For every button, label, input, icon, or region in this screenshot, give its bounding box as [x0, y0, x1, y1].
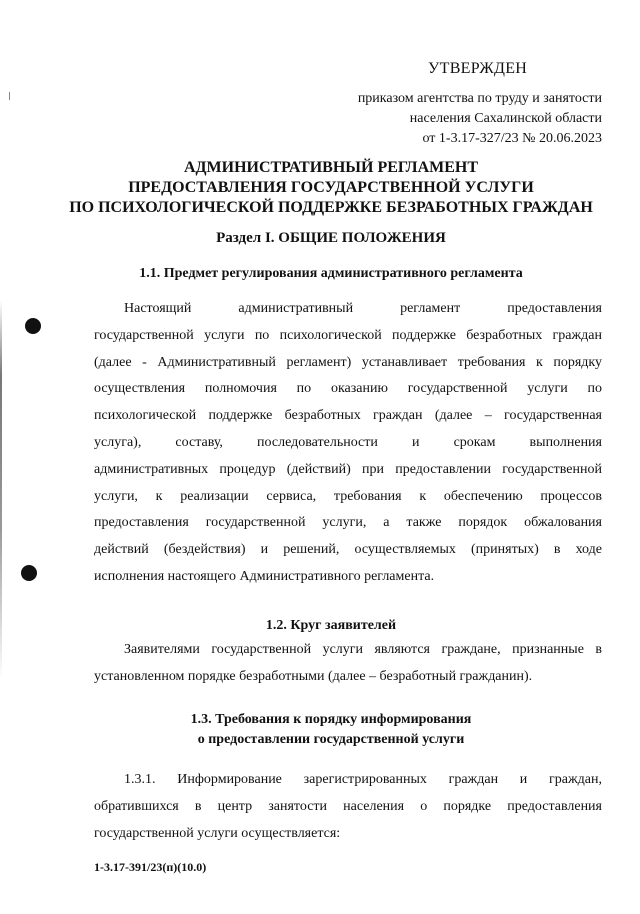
paragraph-line: исполнения настоящего Административного регламента. — [94, 568, 435, 584]
paragraph-line: обратившихся в центр занятости населения о порядке предоставления — [94, 798, 602, 814]
paragraph-line: государственной услуги осуществляется: — [94, 825, 341, 841]
subsection-heading-1-2 — [60, 616, 602, 636]
document-title — [60, 158, 602, 218]
paragraph-line: предоставления государственной услуги, а также порядок обжалования — [94, 515, 602, 531]
paragraph-line: Заявителями государственной услуги являются граждане, признанные в — [124, 642, 602, 657]
paragraph-line: услуга), составу, последовательности и срокам выполнения — [94, 434, 602, 450]
scan-edge-shadow — [0, 300, 2, 680]
subsection-heading-text: 1.1. Предмет регулирования административного регламента — [139, 266, 523, 281]
scan-speck — [9, 92, 10, 100]
paragraph-line: действий (бездействия) и решений, осуществляемых (принятых) в ходе — [94, 542, 602, 558]
punch-hole-top — [25, 318, 41, 334]
subsection-heading-text: 1.3. Требования к порядку информирования — [190, 712, 472, 727]
document-code: 1-3.17-391/23(п)(10.0) — [94, 860, 207, 874]
document-title-line: ПРЕДОСТАВЛЕНИЯ ГОСУДАРСТВЕННОЙ УСЛУГИ — [128, 179, 534, 196]
approval-line: от 1-3.17-327/23 № 20.06.2023 — [422, 131, 602, 146]
paragraph-line: административных процедур (действий) при предоставлении государственной — [94, 461, 602, 477]
paragraph-line: (далее - Административный регламент) устанавливает требования к порядку — [94, 354, 602, 370]
approval-block — [300, 89, 602, 149]
approval-title: УТВЕРЖДЕН — [428, 60, 528, 77]
paragraph-line: психологической поддержке безработных граждан (далее – государственная — [94, 408, 602, 424]
paragraph-1-2 — [94, 637, 602, 691]
subsection-heading-1-3 — [60, 710, 602, 750]
document-title-line: АДМИНИСТРАТИВНЫЙ РЕГЛАМЕНТ — [183, 159, 479, 176]
approval-line: приказом агентства по труду и занятости — [357, 91, 602, 106]
document-title-line: ПО ПСИХОЛОГИЧЕСКОЙ ПОДДЕРЖКЕ БЕЗРАБОТНЫХ ГРАЖДАН — [69, 199, 593, 216]
subsection-heading-1-1 — [60, 264, 602, 284]
subsection-heading-text: о предоставлении государственной услуги — [197, 732, 465, 747]
paragraph-line: установленном порядке безработными (далее – безработный гражданин). — [94, 668, 533, 684]
paragraph-1-3-1 — [94, 767, 602, 847]
approval-line: населения Сахалинской области — [409, 111, 602, 126]
paragraph-line: Настоящий административный регламент предоставления — [124, 301, 602, 316]
subsection-heading-text: 1.2. Круг заявителей — [265, 618, 397, 633]
paragraph-1-1 — [94, 296, 602, 591]
paragraph-line: осуществления полномочия по оказанию государственной услуги по — [94, 381, 602, 397]
punch-hole-bottom — [21, 565, 37, 581]
paragraph-line: государственной услуги по психологической поддержке безработных граждан — [94, 327, 602, 343]
paragraph-line: услуги, к реализации сервиса, требования к обеспечению процессов — [94, 488, 602, 504]
paragraph-line: 1.3.1. Информирование зарегистрированных граждан и граждан, — [124, 772, 602, 787]
section-heading: Раздел I. ОБЩИЕ ПОЛОЖЕНИЯ — [216, 230, 446, 246]
